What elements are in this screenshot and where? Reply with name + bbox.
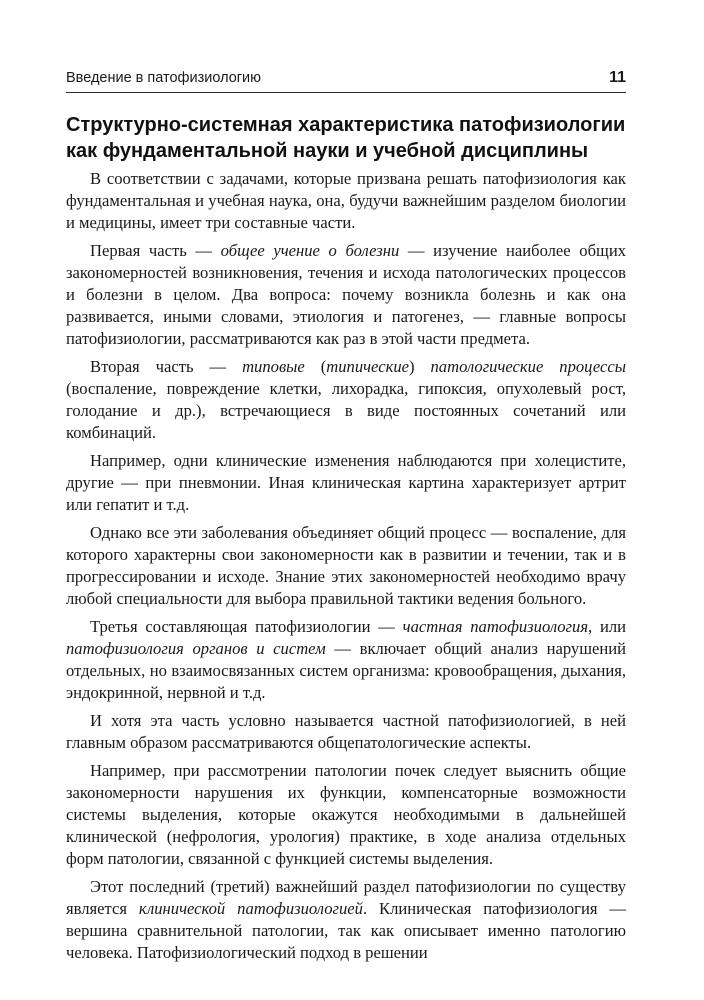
italic-term: типические <box>326 357 409 376</box>
text-run: Первая часть — <box>90 241 221 260</box>
paragraph-7: И хотя эта часть условно называется частной патофизиологией, в ней главным образом рассматриваются общепатологические аспекты. <box>66 711 626 752</box>
section-title: Введение в патофизиологию <box>66 70 262 86</box>
paragraph-2 <box>66 240 626 350</box>
italic-term: частная патофизиология <box>402 617 589 636</box>
text-run: (воспаление, повреждение клетки, лихорадка, гипоксия, опухолевый рост, голодание и др.), встречающиеся в виде постоянных сочетаний или комбинаций. <box>66 379 626 442</box>
header-rule <box>66 92 626 93</box>
italic-term: патологические процессы <box>430 357 626 376</box>
body-text <box>66 168 626 964</box>
paragraph-5: Однако все эти заболевания объединяет общий процесс — воспаление, для которого характерны свои закономерности как в развитии и течении, так и в прогрессировании и исходе. Знание этих закономерностей необходимо врачу любой специальности для выбора правильной тактики ведения больного. <box>66 523 626 608</box>
italic-term: патофизиология органов и систем <box>66 639 326 658</box>
text-run: ) <box>409 357 431 376</box>
heading-line-1: Структурно-системная характеристика патофизиологии <box>66 114 626 136</box>
paragraph-1: В соответствии с задачами, которые призвана решать патофизиология как фундаментальная и учебная наука, она, будучи важнейшим разделом биологии и медицины, имеет три составные части. <box>66 169 626 232</box>
paragraph-8: Например, при рассмотрении патологии почек следует выяснить общие закономерности нарушения их функции, компенсаторные возможности системы выделения, которые окажутся необходимыми в дальнейшей клинической (нефрология, урология) практике, в ходе анализа отдельных форм патологии, связанной с функцией системы выделения. <box>66 761 626 868</box>
section-heading <box>66 112 626 164</box>
text-run: ( <box>304 357 327 376</box>
paragraph-3 <box>66 356 626 444</box>
text-run: Вторая часть — <box>90 357 243 376</box>
text-run: — включает общий анализ нарушений отдельных, но взаимосвязанных систем организма: кровообращения, дыхания, эндокринной, нервной и т.д. <box>66 639 627 702</box>
text-run: Этот последний (третий) важнейший раздел патофизиологии по существу является <box>66 877 626 918</box>
text-run: , или <box>588 617 626 636</box>
text-run: Третья составляющая патофизиологии — <box>90 617 403 636</box>
italic-term: клинической патофизиологией <box>138 899 363 918</box>
italic-term: общее учение о болезни <box>220 241 400 260</box>
page-number: 11 <box>609 69 626 86</box>
italic-term: типовые <box>242 357 305 376</box>
heading-line-2: как фундаментальной науки и учебной дисциплины <box>66 140 589 162</box>
paragraph-4: Например, одни клинические изменения наблюдаются при холецистите, другие — при пневмонии. Иная клиническая картина характеризует артрит или гепатит и т.д. <box>66 451 626 514</box>
text-run: — изучение наиболее общих закономерностей возникновения, течения и исхода патологических процессов и болезни в целом. Два вопроса: почему возникла болезнь и как она развивается, иными словами, этиология и патогенез, — главные вопросы патофизиологии, рассматриваются как раз в этой части предмета. <box>66 241 626 348</box>
text-run: . Клиническая патофизиология — вершина сравнительной патологии, так как описывает именно патологию человека. Патофизиологический подход в решении <box>66 899 626 962</box>
paragraph-9 <box>66 876 626 964</box>
paragraph-6 <box>66 616 626 704</box>
